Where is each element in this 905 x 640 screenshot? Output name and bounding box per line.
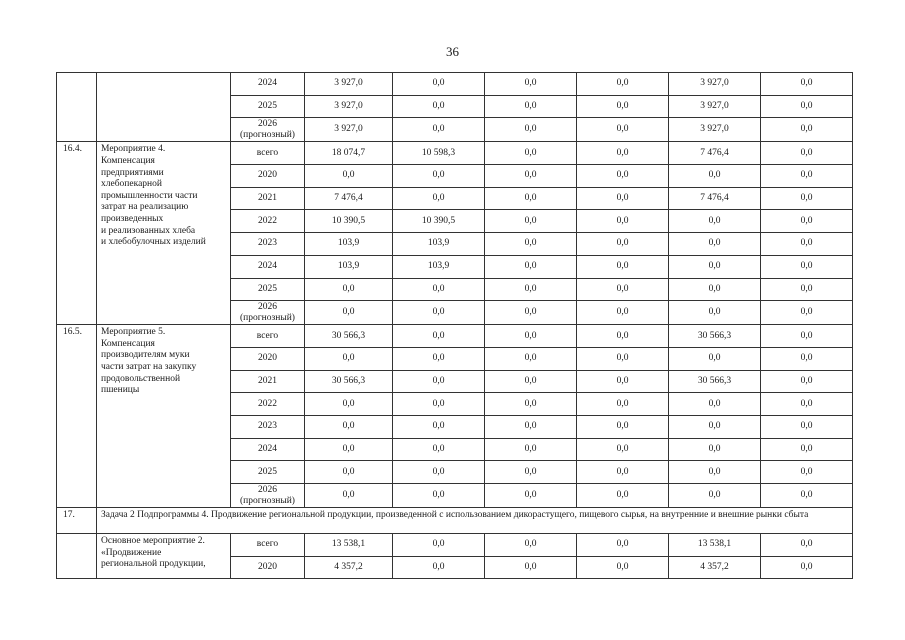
- value-cell: 0,0: [577, 301, 669, 325]
- value-cell: 0,0: [761, 347, 853, 370]
- value-cell: 3 927,0: [305, 95, 393, 118]
- value-cell: 3 927,0: [305, 73, 393, 96]
- value-cell: 0,0: [485, 438, 577, 461]
- value-cell: 0,0: [485, 118, 577, 142]
- year-cell: 2025: [231, 461, 305, 484]
- year-cell: всего: [231, 325, 305, 348]
- value-cell: 0,0: [485, 165, 577, 188]
- value-cell: 0,0: [577, 370, 669, 393]
- year-cell: 2022: [231, 393, 305, 416]
- value-cell: 0,0: [669, 415, 761, 438]
- task-row: [57, 508, 853, 534]
- value-cell: 0,0: [669, 210, 761, 233]
- value-cell: 0,0: [761, 325, 853, 348]
- value-cell: 0,0: [761, 142, 853, 165]
- value-cell: 0,0: [393, 118, 485, 142]
- value-cell: 0,0: [577, 233, 669, 256]
- value-cell: 0,0: [393, 556, 485, 579]
- value-cell: 3 927,0: [669, 95, 761, 118]
- value-cell: 0,0: [393, 95, 485, 118]
- task-text-cell: Задача 2 Подпрограммы 4. Продвижение региональной продукции, произведенной с использованием дикорастущего, пищевого сырья, на внутренние и внешние рынки сбыта: [97, 508, 853, 534]
- value-cell: 0,0: [577, 118, 669, 142]
- value-cell: 10 390,5: [305, 210, 393, 233]
- value-cell: 103,9: [393, 255, 485, 278]
- value-cell: 0,0: [577, 95, 669, 118]
- value-cell: 0,0: [305, 415, 393, 438]
- value-cell: 0,0: [761, 393, 853, 416]
- value-cell: 0,0: [669, 165, 761, 188]
- value-cell: 0,0: [577, 461, 669, 484]
- value-cell: 13 538,1: [305, 534, 393, 557]
- value-cell: 0,0: [485, 73, 577, 96]
- value-cell: 0,0: [669, 301, 761, 325]
- value-cell: 4 357,2: [669, 556, 761, 579]
- value-cell: 30 566,3: [669, 325, 761, 348]
- value-cell: 0,0: [761, 95, 853, 118]
- value-cell: 0,0: [485, 233, 577, 256]
- value-cell: 0,0: [393, 278, 485, 301]
- value-cell: 0,0: [669, 233, 761, 256]
- value-cell: 7 476,4: [669, 187, 761, 210]
- value-cell: 0,0: [393, 301, 485, 325]
- year-cell: 2024: [231, 73, 305, 96]
- value-cell: 0,0: [305, 484, 393, 508]
- year-cell: 2020: [231, 347, 305, 370]
- value-cell: 0,0: [485, 301, 577, 325]
- value-cell: 0,0: [393, 484, 485, 508]
- value-cell: 0,0: [577, 210, 669, 233]
- item-number-cell: [57, 73, 97, 142]
- item-name-cell: Мероприятие 4. Компенсация предприятиями хлебопекарной промышленности части затрат на реализацию произведенных и реализованных хлеба и хлебобулочных изделий: [97, 142, 231, 325]
- budget-table: [56, 72, 853, 579]
- year-cell: всего: [231, 142, 305, 165]
- value-cell: 30 566,3: [305, 325, 393, 348]
- value-cell: 0,0: [761, 73, 853, 96]
- value-cell: 0,0: [577, 415, 669, 438]
- value-cell: 18 074,7: [305, 142, 393, 165]
- value-cell: 0,0: [577, 187, 669, 210]
- value-cell: 0,0: [485, 534, 577, 557]
- value-cell: 0,0: [577, 484, 669, 508]
- value-cell: 0,0: [485, 556, 577, 579]
- year-cell: 2025: [231, 278, 305, 301]
- value-cell: 0,0: [761, 165, 853, 188]
- value-cell: 4 357,2: [305, 556, 393, 579]
- item-number-cell: [57, 534, 97, 579]
- value-cell: 0,0: [485, 370, 577, 393]
- value-cell: 0,0: [761, 278, 853, 301]
- value-cell: 103,9: [393, 233, 485, 256]
- value-cell: 3 927,0: [669, 118, 761, 142]
- year-cell: 2025: [231, 95, 305, 118]
- value-cell: 0,0: [761, 534, 853, 557]
- item-number-cell: 16.5.: [57, 325, 97, 508]
- value-cell: 0,0: [669, 438, 761, 461]
- value-cell: 0,0: [393, 415, 485, 438]
- value-cell: 0,0: [305, 461, 393, 484]
- value-cell: 0,0: [761, 118, 853, 142]
- value-cell: 0,0: [485, 278, 577, 301]
- value-cell: 0,0: [305, 301, 393, 325]
- value-cell: 0,0: [669, 393, 761, 416]
- value-cell: 0,0: [393, 347, 485, 370]
- value-cell: 0,0: [577, 165, 669, 188]
- year-cell: 2021: [231, 370, 305, 393]
- year-cell: 2020: [231, 165, 305, 188]
- value-cell: 0,0: [761, 556, 853, 579]
- value-cell: 0,0: [761, 484, 853, 508]
- value-cell: 0,0: [577, 556, 669, 579]
- value-cell: 0,0: [393, 393, 485, 416]
- value-cell: 7 476,4: [669, 142, 761, 165]
- year-cell: 2023: [231, 233, 305, 256]
- value-cell: 0,0: [577, 255, 669, 278]
- value-cell: 0,0: [393, 325, 485, 348]
- value-cell: 10 598,3: [393, 142, 485, 165]
- value-cell: 0,0: [577, 347, 669, 370]
- item-name-cell: Основное мероприятие 2. «Продвижение региональной продукции,: [97, 534, 231, 579]
- item-name-cell: Мероприятие 5. Компенсация производителям муки части затрат на закупку продовольственной пшеницы: [97, 325, 231, 508]
- value-cell: 0,0: [485, 142, 577, 165]
- value-cell: 0,0: [577, 393, 669, 416]
- value-cell: 0,0: [305, 347, 393, 370]
- year-cell: 2021: [231, 187, 305, 210]
- year-cell: 2024: [231, 438, 305, 461]
- value-cell: 0,0: [485, 95, 577, 118]
- value-cell: 0,0: [485, 325, 577, 348]
- value-cell: 103,9: [305, 255, 393, 278]
- item-number-cell: 16.4.: [57, 142, 97, 325]
- value-cell: 0,0: [393, 165, 485, 188]
- value-cell: 0,0: [761, 461, 853, 484]
- value-cell: 103,9: [305, 233, 393, 256]
- value-cell: 0,0: [393, 73, 485, 96]
- value-cell: 0,0: [761, 438, 853, 461]
- table-row: [57, 73, 853, 96]
- value-cell: 0,0: [761, 415, 853, 438]
- table-row: [57, 534, 853, 557]
- value-cell: 0,0: [305, 278, 393, 301]
- year-cell: всего: [231, 534, 305, 557]
- value-cell: 3 927,0: [305, 118, 393, 142]
- value-cell: 0,0: [485, 393, 577, 416]
- table-row: [57, 142, 853, 165]
- value-cell: 0,0: [485, 484, 577, 508]
- value-cell: 0,0: [393, 370, 485, 393]
- value-cell: 0,0: [577, 142, 669, 165]
- year-cell: 2026 (прогнозный): [231, 301, 305, 325]
- value-cell: 0,0: [577, 73, 669, 96]
- value-cell: 0,0: [485, 210, 577, 233]
- value-cell: 0,0: [761, 255, 853, 278]
- value-cell: 0,0: [577, 534, 669, 557]
- value-cell: 0,0: [485, 461, 577, 484]
- value-cell: 0,0: [393, 187, 485, 210]
- value-cell: 0,0: [485, 347, 577, 370]
- value-cell: 7 476,4: [305, 187, 393, 210]
- page-number: 36: [446, 44, 459, 59]
- value-cell: 0,0: [761, 187, 853, 210]
- value-cell: 30 566,3: [669, 370, 761, 393]
- value-cell: 0,0: [393, 534, 485, 557]
- value-cell: 0,0: [761, 210, 853, 233]
- value-cell: 0,0: [761, 370, 853, 393]
- value-cell: 0,0: [669, 278, 761, 301]
- year-cell: 2023: [231, 415, 305, 438]
- value-cell: 0,0: [669, 255, 761, 278]
- value-cell: 0,0: [669, 484, 761, 508]
- value-cell: 13 538,1: [669, 534, 761, 557]
- year-cell: 2024: [231, 255, 305, 278]
- value-cell: 30 566,3: [305, 370, 393, 393]
- value-cell: 0,0: [393, 461, 485, 484]
- year-cell: 2022: [231, 210, 305, 233]
- year-cell: 2020: [231, 556, 305, 579]
- task-number-cell: 17.: [57, 508, 97, 534]
- value-cell: 0,0: [669, 461, 761, 484]
- value-cell: 0,0: [669, 347, 761, 370]
- table-row: [57, 325, 853, 348]
- value-cell: 0,0: [485, 415, 577, 438]
- value-cell: 0,0: [577, 278, 669, 301]
- value-cell: 10 390,5: [393, 210, 485, 233]
- value-cell: 0,0: [305, 438, 393, 461]
- year-cell: 2026 (прогнозный): [231, 118, 305, 142]
- value-cell: 0,0: [393, 438, 485, 461]
- value-cell: 0,0: [485, 187, 577, 210]
- value-cell: 0,0: [577, 325, 669, 348]
- year-cell: 2026 (прогнозный): [231, 484, 305, 508]
- value-cell: 0,0: [577, 438, 669, 461]
- value-cell: 0,0: [761, 233, 853, 256]
- value-cell: 0,0: [485, 255, 577, 278]
- item-name-cell: [97, 73, 231, 142]
- value-cell: 0,0: [305, 165, 393, 188]
- value-cell: 0,0: [761, 301, 853, 325]
- value-cell: 0,0: [305, 393, 393, 416]
- value-cell: 3 927,0: [669, 73, 761, 96]
